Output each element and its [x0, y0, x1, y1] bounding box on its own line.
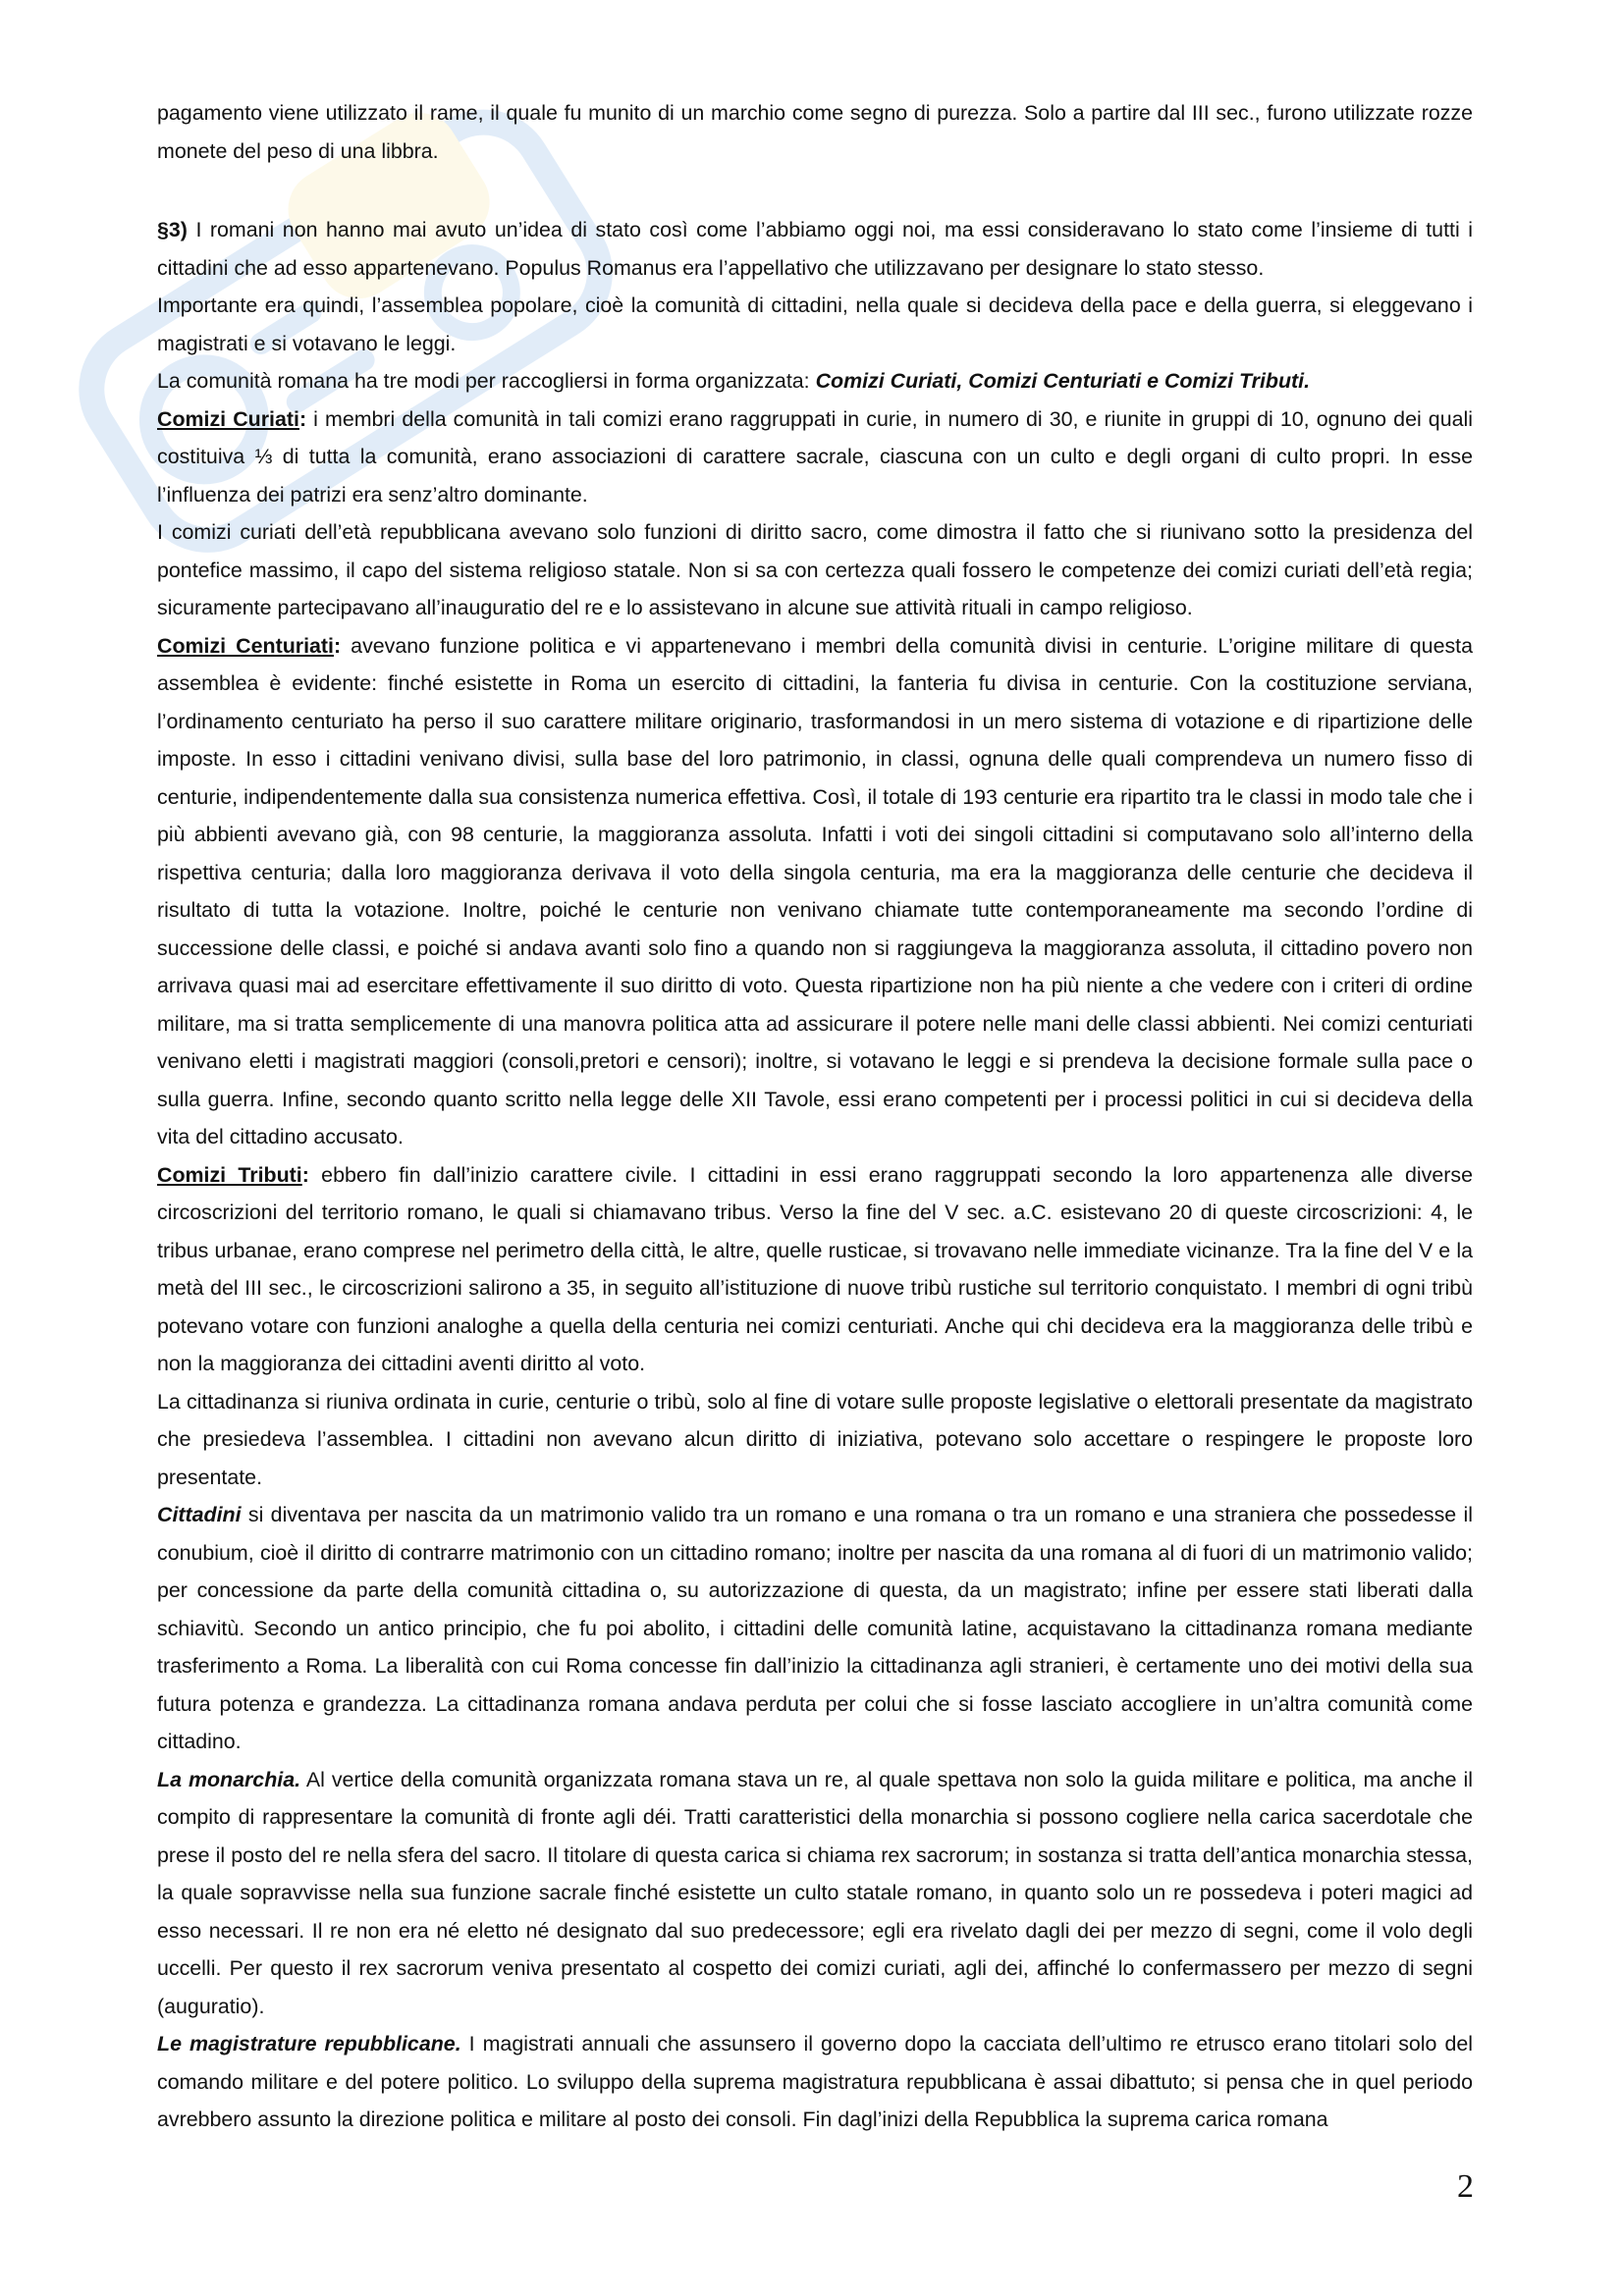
- body-text: I comizi curiati dell’età repubblicana avevano solo funzioni di diritto sacro, come dimostra il fatto che si riunivano sotto la presidenza del pontefice massimo, il capo del sistema religioso statale. Non si sa con certezza quali fossero le competenze dei comizi curiati dell’età regia; sicuramente partecipavano all’inauguratio del re e lo assistevano in alcune sue attività rituali in campo religioso.: [157, 520, 1473, 619]
- body-text: La comunità romana ha tre modi per raccogliersi in forma organizzata:: [157, 369, 816, 393]
- paragraph: [157, 1383, 1473, 1497]
- emphasis-text: §3): [157, 218, 188, 241]
- emphasis-text: Comizi Centuriati: [157, 633, 334, 658]
- body-text: si diventava per nascita da un matrimonio valido tra un romano e una romana o tra un romano e una straniera che possedesse il conubium, cioè il diritto di contrarre matrimonio con un cittadino romano; inoltre per nascita da una romana al di fuori di un matrimonio valido; per concessione da parte della comunità cittadina o, su autorizzazione di questa, da un magistrato; infine per essere stati liberati dalla schiavitù. Secondo un antico principio, che fu poi abolito, i cittadini delle comunità latine, acquistavano la cittadinanza romana mediante trasferimento a Roma. La liberalità con cui Roma concesse fin dall’inizio la cittadinanza agli stranieri, è certamente uno dei motivi della sua futura potenza e grandezza. La cittadinanza romana andava perduta per colui che si fosse lasciato accogliere in un’altra comunità come cittadino.: [157, 1503, 1473, 1753]
- paragraph: [157, 400, 1473, 514]
- paragraph: [157, 1496, 1473, 1761]
- body-text: Importante era quindi, l’assemblea popolare, cioè la comunità di cittadini, nella quale si decideva della pace e della guerra, si eleggevano i magistrati e si votavano le leggi.: [157, 294, 1473, 355]
- paragraph: [157, 2025, 1473, 2139]
- paragraph: [157, 94, 1473, 170]
- emphasis-text: :: [334, 633, 342, 658]
- body-text: ebbero fin dall’inizio carattere civile. I cittadini in essi erano raggruppati secondo la loro appartenenza alle diverse circoscrizioni del territorio romano, le quali si chiamavano tribus. Verso la fine del V sec. a.C. esistevano 20 di queste circoscrizioni: 4, le tribus urbanae, erano comprese nel perimetro della città, le altre, quelle rusticae, si trovavano nelle immediate vicinanze. Tra la fine del V e la metà del III sec., le circoscrizioni salirono a 35, in seguito all’istituzione di nuove tribù rustiche sul territorio conquistato. I membri di ogni tribù potevano votare con funzioni analoghe a quella della centuria nei comizi centuriati. Anche qui chi decideva era la maggioranza delle tribù e non la maggioranza dei cittadini aventi diritto al voto.: [157, 1162, 1473, 1375]
- paragraph: [157, 211, 1473, 287]
- emphasis-text: Comizi Curiati: [157, 406, 299, 431]
- body-text: pagamento viene utilizzato il rame, il quale fu munito di un marchio come segno di purezza. Solo a partire dal III sec., furono utilizzate rozze monete del peso di una libbra.: [157, 101, 1473, 163]
- emphasis-text: :: [298, 406, 307, 431]
- body-text: I romani non hanno mai avuto un’idea di stato così come l’abbiamo oggi noi, ma essi consideravano lo stato come l’insieme di tutti i cittadini che ad esso appartenevano. Populus Romanus era l’appellativo che utilizzavano per designare lo stato stesso.: [157, 218, 1473, 280]
- paragraph: [157, 1156, 1473, 1383]
- body-text: La cittadinanza si riuniva ordinata in curie, centurie o tribù, solo al fine di votare sulle proposte legislative o elettorali presentate da magistrato che presiedeva l’assemblea. I cittadini non avevano alcun diritto di iniziativa, potevano solo accettare o respingere le proposte loro presentate.: [157, 1389, 1473, 1489]
- paragraph: [157, 1761, 1473, 2026]
- emphasis-text: :: [301, 1162, 309, 1187]
- body-text: Al vertice della comunità organizzata romana stava un re, al quale spettava non solo la guida militare e politica, ma anche il compito di rappresentare la comunità di fronte agli déi. Tratti caratteristici della monarchia si possono cogliere nella carica sacerdotale che prese il posto del re nella sfera del sacro. Il titolare di questa carica si chiama rex sacrorum; in sostanza si tratta dell’antica monarchia stessa, la quale sopravvisse nella sua funzione sacrale finché esistette un culto statale romano, in quanto solo un re possedeva i poteri magici ad esso necessari. Il re non era né eletto né designato dal suo predecessore; egli era rivelato dagli dei per mezzo di segni, come il volo degli uccelli. Per questo il rex sacrorum veniva presentato al cospetto dei comizi curiati, agli dei, affinché lo confermassero per mezzo di segni (auguratio).: [157, 1767, 1473, 2018]
- body-text: I magistrati annuali che assunsero il governo dopo la cacciata dell’ultimo re etrusco erano titolari solo del comando militare e del potere politico. Lo sviluppo della suprema magistratura repubblicana è assai dibattuto; si pensa che in quel periodo avrebbero assunto la direzione politica e militare al posto dei consoli. Fin dagl’inizi della Repubblica la suprema carica romana: [157, 2032, 1473, 2131]
- document-body: [157, 94, 1473, 2139]
- emphasis-text: Comizi Tributi: [157, 1162, 302, 1187]
- page-number: 2: [1457, 2168, 1474, 2205]
- body-text: avevano funzione politica e vi appartenevano i membri della comunità divisi in centurie. L’origine militare di questa assemblea è evidente: finché esistette in Roma un esercito di cittadini, la fanteria fu divisa in centurie. Con la costituzione serviana, l’ordinamento centuriato ha perso il suo carattere militare originario, trasformandosi in un mero sistema di votazione e di ripartizione delle imposte. In esso i cittadini venivano divisi, sulla base del loro patrimonio, in classi, ognuna delle quali comprendeva un numero fisso di centurie, indipendentemente dalla sua consistenza numerica effettiva. Così, il totale di 193 centurie era ripartito tra le classi in modo tale che i più abbienti avevano già, con 98 centurie, la maggioranza assoluta. Infatti i voti dei singoli cittadini si computavano solo all’interno della rispettiva centuria; dalla loro maggioranza derivava il voto della singola centuria, ma era la maggioranza delle centurie che decideva il risultato di tutta la votazione. Inoltre, poiché le centurie non venivano chiamate tutte contemporaneamente ma secondo l’ordine di successione delle classi, e poiché si andava avanti solo fino a quando non si raggiungeva la maggioranza assoluta, il cittadino povero non arrivava quasi mai ad esercitare effettivamente il suo diritto di voto. Questa ripartizione non ha più niente a che vedere con i criteri di ordine militare, ma si tratta semplicemente di una manovra politica atta ad assicurare il potere nelle mani delle classi abbienti. Nei comizi centuriati venivano eletti i magistrati maggiori (consoli,pretori e censori); inoltre, si votavano le leggi e si prendeva la decisione formale sulla pace o sulla guerra. Infine, secondo quanto scritto nella legge delle XII Tavole, essi erano competenti per i processi politici in cui si decideva della vita del cittadino accusato.: [157, 633, 1473, 1148]
- paragraph: [157, 362, 1473, 400]
- emphasis-text: Cittadini: [157, 1503, 242, 1526]
- paragraph: [157, 287, 1473, 362]
- emphasis-text: Comizi Curiati, Comizi Centuriati e Comizi Tributi.: [815, 369, 1311, 393]
- paragraph: [157, 513, 1473, 627]
- emphasis-text: La monarchia.: [157, 1767, 301, 1791]
- paragraph: [157, 627, 1473, 1156]
- body-text: i membri della comunità in tali comizi erano raggruppati in curie, in numero di 30, e riunite in gruppi di 10, ognuno dei quali costituiva ⅓ di tutta la comunità, erano associazioni di carattere sacrale, ciascuna con un culto e degli organi di culto propri. In esse l’influenza dei patrizi era senz’altro dominante.: [157, 406, 1473, 507]
- emphasis-text: Le magistrature repubblicane.: [157, 2032, 461, 2056]
